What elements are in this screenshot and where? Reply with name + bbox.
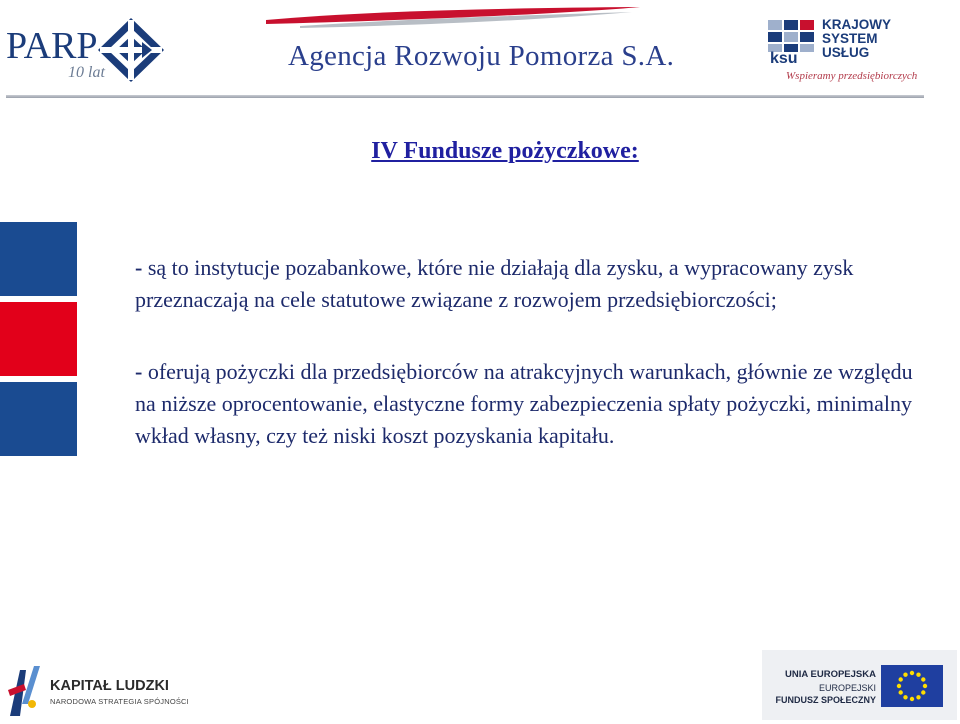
parp-logo-text: PARP [6, 25, 98, 67]
kapital-ludzki-title: KAPITAŁ LUDZKI [50, 678, 169, 694]
bullet-dash: - [135, 359, 143, 384]
kapital-ludzki-logo [6, 664, 189, 720]
kapital-ludzki-mark-icon [6, 664, 42, 718]
decorative-square-blue-bottom [0, 382, 77, 456]
decorative-square-blue-top [0, 222, 77, 296]
slide-body [135, 252, 935, 452]
bullet-text: oferują pożyczki dla przedsiębiorców na atrakcyjnych warunkach, głównie ze względu na niższe oprocentowanie, elastyczne formy zabezpieczenia spłaty pożyczki, minimalny wkład własny, czy też niski koszt pozyskania kapitału. [135, 359, 913, 448]
bullet-text: są to instytucje pozabankowe, które nie działają dla zysku, a wypracowany zysk przeznaczają na cele statutowe związane z rozwojem przedsiębiorczości; [135, 255, 854, 312]
ksu-line: KRAJOWY [822, 17, 892, 32]
ksu-logo-tagline: Wspieramy przedsiębiorczych [786, 70, 918, 82]
decorative-square-red [0, 302, 77, 376]
ksu-logo [768, 14, 928, 88]
bullet-dash: - [135, 255, 143, 280]
eu-flag-icon [881, 665, 943, 707]
ksu-logo-abbr: ksu [770, 50, 798, 67]
bullet-paragraph [135, 356, 935, 452]
arp-logo [260, 6, 680, 80]
parp-arrows-icon [98, 18, 164, 82]
eu-logo-text [768, 668, 876, 706]
eu-logo [762, 650, 957, 720]
header-divider [6, 95, 924, 98]
eu-line-3: FUNDUSZ SPOŁECZNY [775, 695, 876, 705]
slide-title: IV Fundusze pożyczkowe: [371, 138, 639, 164]
bullet-paragraph [135, 252, 935, 316]
arp-swoosh-icon [260, 6, 680, 36]
parp-logo-subtitle: 10 lat [68, 64, 105, 81]
arp-logo-name: Agencja Rozwoju Pomorza S.A. [288, 40, 675, 72]
kapital-ludzki-subtitle: NARODOWA STRATEGIA SPÓJNOŚCI [50, 697, 189, 706]
parp-logo [6, 18, 166, 90]
ksu-line: USŁUG [822, 45, 870, 60]
ksu-logo-lines [822, 18, 891, 60]
eu-line-1: UNIA EUROPEJSKA [785, 669, 876, 680]
ksu-line: SYSTEM [822, 31, 878, 46]
eu-line-2: EUROPEJSKI [818, 683, 876, 693]
